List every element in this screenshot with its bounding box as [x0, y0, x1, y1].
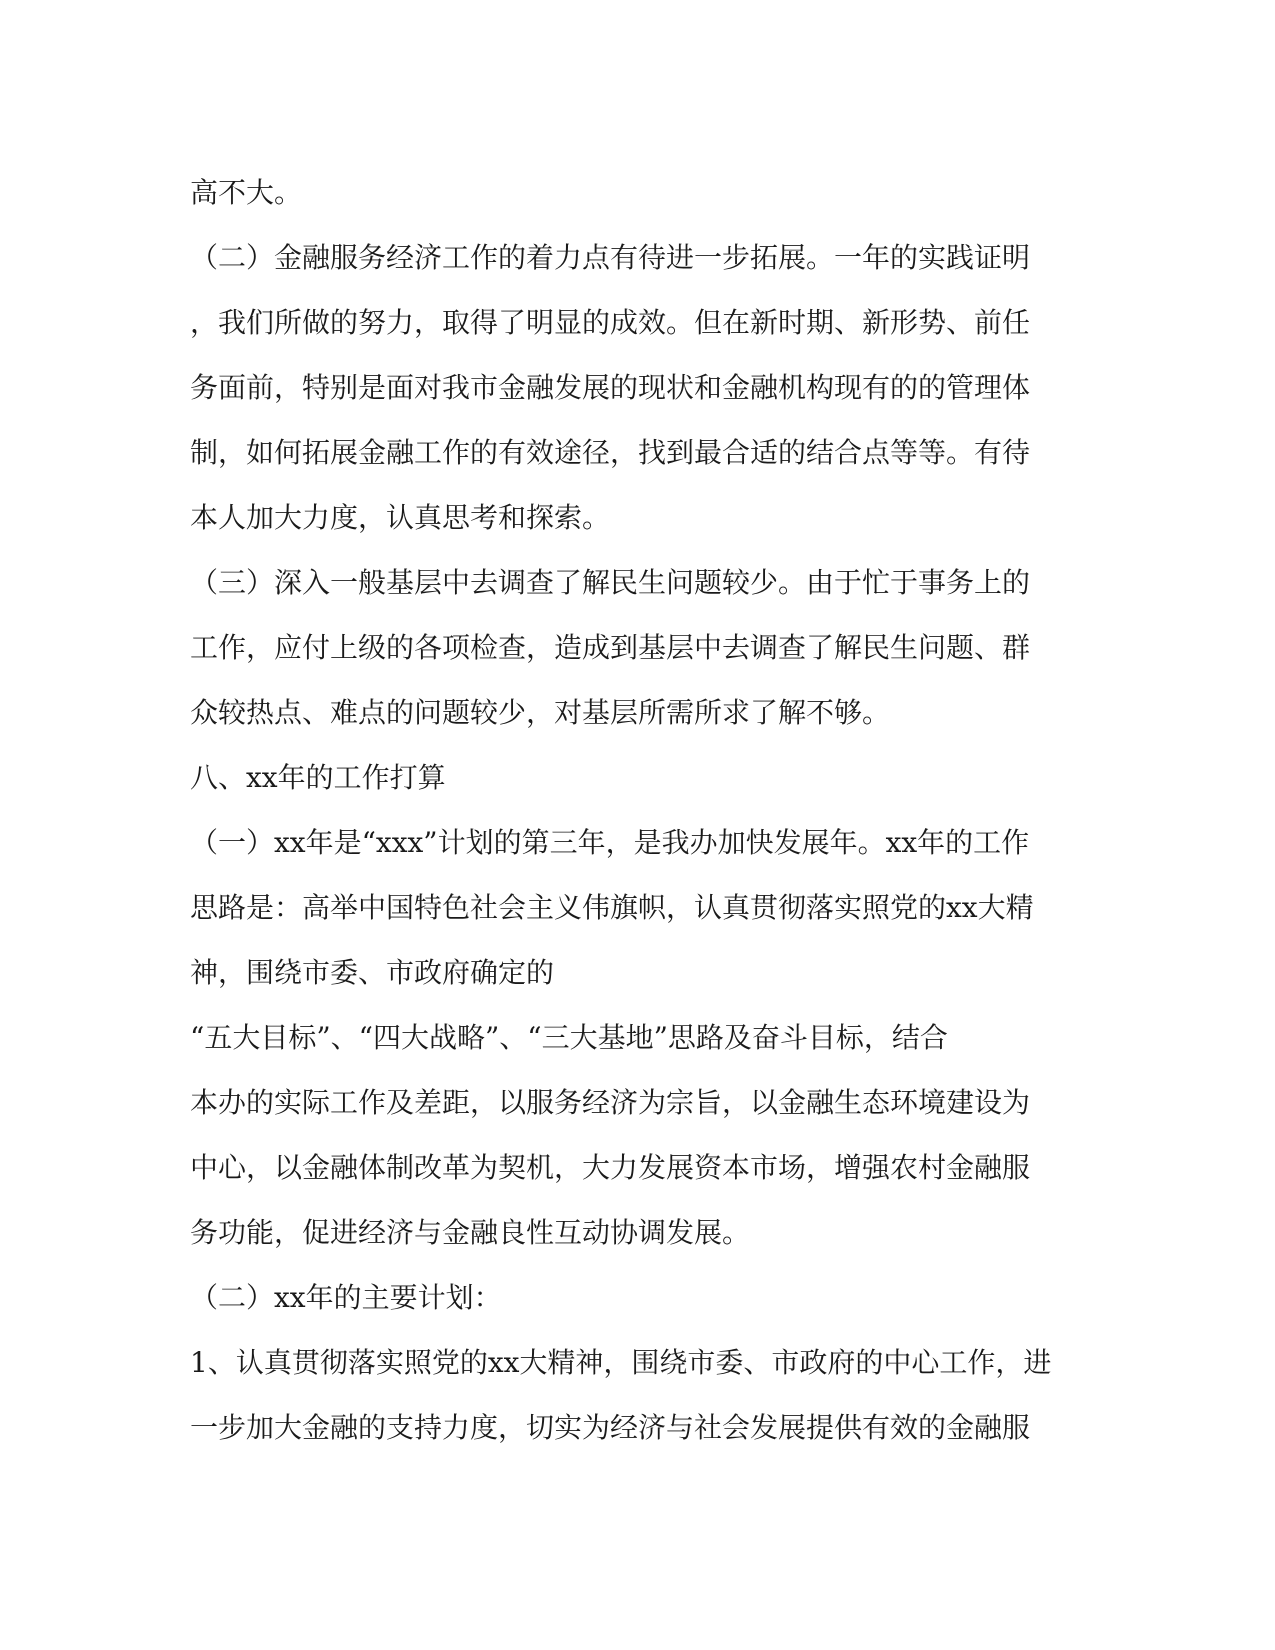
text-line-4: 务面前，特别是面对我市金融发展的现状和金融机构现有的的管理体: [190, 371, 1031, 404]
text-line-18: （二）xx年的主要计划：: [190, 1281, 502, 1314]
text-line-13: 神，围绕市委、市政府确定的: [190, 956, 555, 989]
section-heading: 八、xx年的工作打算: [190, 761, 446, 794]
body-text: [190, 160, 1090, 1460]
text-line-2: （二）金融服务经济工作的着力点有待进一步拓展。一年的实践证明: [190, 241, 1031, 274]
text-line-15: 本办的实际工作及差距，以服务经济为宗旨，以金融生态环境建设为: [190, 1086, 1031, 1119]
text-line-20: 一步加大金融的支持力度，切实为经济与社会发展提供有效的金融服: [190, 1411, 1031, 1444]
text-line-14: “五大目标”、“四大战略”、“三大基地”思路及奋斗目标，结合: [190, 1021, 948, 1054]
text-line-17: 务功能，促进经济与金融良性互动协调发展。: [190, 1216, 751, 1249]
text-line-7: （三）深入一般基层中去调查了解民生问题较少。由于忙于事务上的: [190, 566, 1031, 599]
text-line-16: 中心，以金融体制改革为契机，大力发展资本市场，增强农村金融服: [190, 1151, 1031, 1184]
text-line-8: 工作，应付上级的各项检查，造成到基层中去调查了解民生问题、群: [190, 631, 1031, 664]
text-line-5: 制，如何拓展金融工作的有效途径，找到最合适的结合点等等。有待: [190, 436, 1031, 469]
text-line-19: 1、认真贯彻落实照党的xx大精神，围绕市委、市政府的中心工作，进: [190, 1346, 1052, 1379]
text-line-11: （一）xx年是“xxx”计划的第三年，是我办加快发展年。xx年的工作: [190, 826, 1030, 859]
text-line-9: 众较热点、难点的问题较少，对基层所需所求了解不够。: [190, 696, 891, 729]
text-line-3: ，我们所做的努力，取得了明显的成效。但在新时期、新形势、前任: [190, 306, 1031, 339]
text-line-1: 高不大。: [190, 176, 303, 209]
text-line-12: 思路是：高举中国特色社会主义伟旗帜，认真贯彻落实照党的xx大精: [190, 891, 1034, 924]
text-line-6: 本人加大力度，认真思考和探索。: [190, 501, 611, 534]
